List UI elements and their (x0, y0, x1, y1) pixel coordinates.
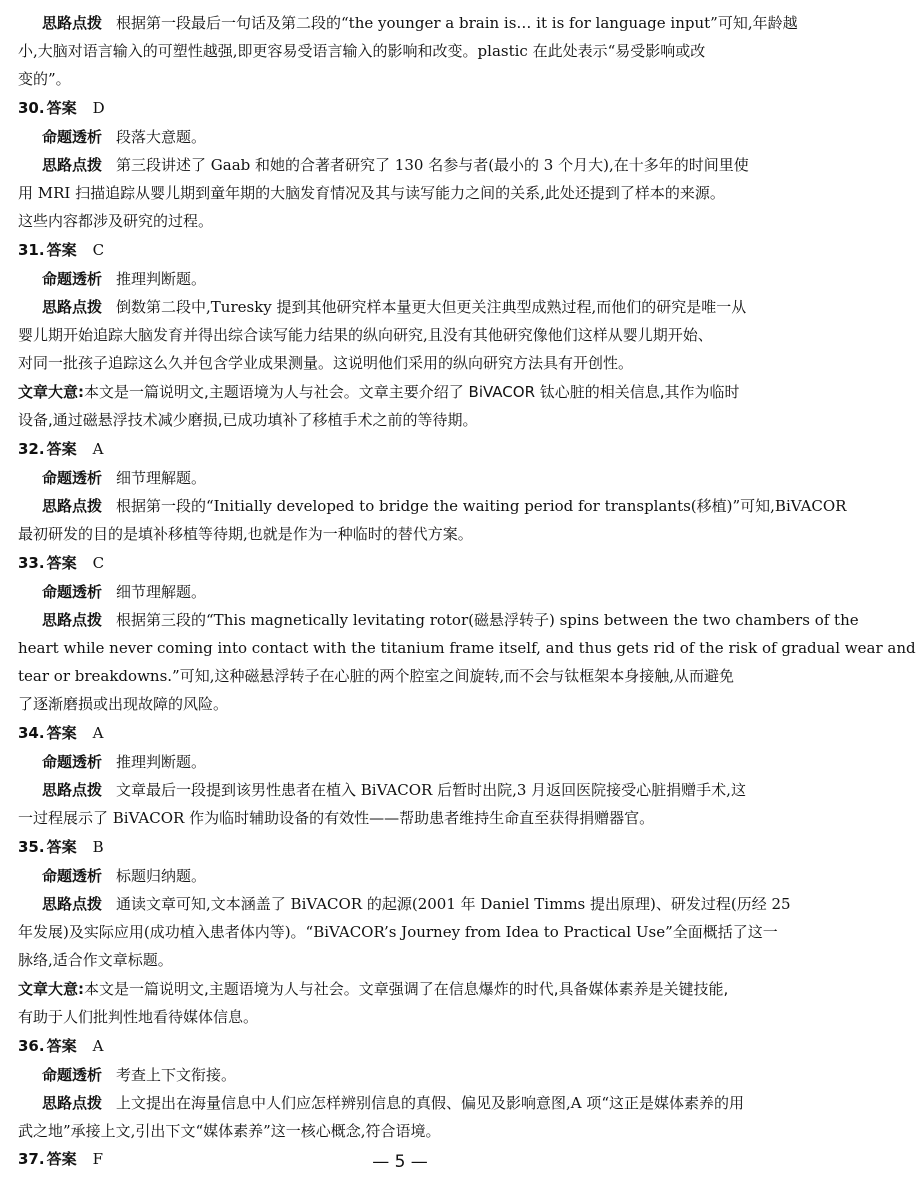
type-label: 命题透析 (42, 867, 103, 885)
question-number: 33. (18, 554, 45, 572)
analysis-text: 武之地”承接上文,引出下文“媒体素养”这一核心概念,符合语境。 (18, 1122, 441, 1140)
summary-label: 文章大意: (18, 383, 84, 401)
type-label: 命题透析 (42, 270, 103, 288)
analysis-row (42, 1090, 786, 1116)
type-row (42, 124, 786, 150)
analysis-label: 思路点拨 (42, 1094, 103, 1112)
analysis-row (42, 607, 859, 633)
analysis-text: 倒数第二段中,Turesky 提到其他研究样本量更大但更关注典型成熟过程,而他们的研究是唯一从 (116, 298, 747, 316)
analysis-text: 一过程展示了 BiVACOR 作为临时辅助设备的有效性——帮助患者维持生命直至获得捐赠器官。 (18, 809, 655, 827)
type-label: 命题透析 (42, 753, 103, 771)
type-text: 段落大意题。 (116, 128, 207, 146)
page-number: — 5 — (372, 1152, 428, 1172)
answer-row-30 (18, 95, 786, 121)
answer-value: A (92, 440, 104, 458)
analysis-text: 用 MRI 扫描追踪从婴儿期到童年期的大脑发育情况及其与读写能力之间的关系,此处还提到了样本的来源。 (18, 184, 725, 202)
analysis-text: 小,大脑对语言输入的可塑性越强,即更容易受语言输入的影响和改变。plastic 在此处表示“易受影响或改 (18, 42, 706, 60)
analysis-text: 对同一批孩子追踪这么久并包含学业成果测量。这说明他们采用的纵向研究方法具有开创性。 (18, 354, 634, 372)
type-row (42, 749, 786, 775)
analysis-text: heart while never coming into contact with the titanium frame itself, and thus gets rid of the risk of gradual wear and (18, 639, 916, 657)
analysis-text: 婴儿期开始追踪大脑发育并得出综合读写能力结果的纵向研究,且没有其他研究像他们这样从婴儿期开始、 (18, 326, 713, 344)
analysis-text: 根据第三段的“This magnetically levitating rotor(磁悬浮转子) spins between the two chambers of the (116, 611, 859, 629)
answer-label: 答案 (46, 554, 77, 572)
analysis-row (42, 891, 791, 917)
type-text: 标题归纳题。 (116, 867, 207, 885)
answer-label: 答案 (46, 99, 77, 117)
type-text: 推理判断题。 (116, 270, 207, 288)
analysis-text: 脉络,适合作文章标题。 (18, 951, 173, 969)
answer-label: 答案 (46, 1150, 77, 1168)
article-summary (18, 976, 786, 1002)
analysis-text: 根据第一段的“Initially developed to bridge the waiting period for transplants(移植)”可知,BiVACOR (116, 497, 847, 515)
type-text: 推理判断题。 (116, 753, 207, 771)
summary-text: 本文是一篇说明文,主题语境为人与社会。文章强调了在信息爆炸的时代,具备媒体素养是关键技能, (84, 980, 729, 998)
answer-value: C (92, 241, 105, 259)
type-text: 细节理解题。 (116, 469, 207, 487)
question-number: 30. (18, 99, 45, 117)
question-number: 34. (18, 724, 45, 742)
question-number: 37. (18, 1150, 45, 1168)
analysis-text: 最初研发的目的是填补移植等待期,也就是作为一种临时的替代方案。 (18, 525, 473, 543)
answer-label: 答案 (46, 241, 77, 259)
question-number: 31. (18, 241, 45, 259)
analysis-text: 变的”。 (18, 70, 71, 88)
type-label: 命题透析 (42, 469, 103, 487)
summary-text: 本文是一篇说明文,主题语境为人与社会。文章主要介绍了 BiVACOR 钛心脏的相关信息,其作为临时 (84, 383, 740, 401)
answer-row-31 (18, 237, 786, 263)
answer-value: F (92, 1150, 104, 1168)
answer-label: 答案 (46, 838, 77, 856)
type-label: 命题透析 (42, 128, 103, 146)
answer-value: B (92, 838, 104, 856)
summary-label: 文章大意: (18, 980, 84, 998)
answer-row-35 (18, 834, 786, 860)
analysis-row (42, 10, 798, 36)
type-text: 考查上下文衔接。 (116, 1066, 237, 1084)
question-number: 32. (18, 440, 45, 458)
analysis-text: 这些内容都涉及研究的过程。 (18, 212, 214, 230)
question-number: 36. (18, 1037, 45, 1055)
analysis-label: 思路点拨 (42, 781, 103, 799)
analysis-text: tear or breakdowns.”可知,这种磁悬浮转子在心脏的两个腔室之间旋转,而不会与钛框架本身接触,从而避免 (18, 667, 735, 685)
analysis-row (42, 777, 786, 803)
type-row (42, 863, 786, 889)
answer-value: A (92, 724, 104, 742)
answer-value: D (92, 99, 105, 117)
analysis-text: 了逐渐磨损或出现故障的风险。 (18, 695, 229, 713)
analysis-label: 思路点拨 (42, 14, 103, 32)
analysis-text: 第三段讲述了 Gaab 和她的合著者研究了 130 名参与者(最小的 3 个月大),在十多年的时间里使 (116, 156, 749, 174)
answer-row-36 (18, 1033, 786, 1059)
analysis-label: 思路点拨 (42, 298, 103, 316)
analysis-label: 思路点拨 (42, 611, 103, 629)
analysis-text: 根据第一段最后一句话及第二段的“the younger a brain is… it is for language input”可知,年龄越 (116, 14, 798, 32)
analysis-row (42, 152, 786, 178)
type-label: 命题透析 (42, 583, 103, 601)
analysis-label: 思路点拨 (42, 156, 103, 174)
answer-label: 答案 (46, 440, 77, 458)
analysis-row (42, 294, 786, 320)
answer-value: A (92, 1037, 104, 1055)
summary-text: 设备,通过磁悬浮技术减少磨损,已成功填补了移植手术之前的等待期。 (18, 411, 478, 429)
article-summary (18, 379, 786, 405)
question-number: 35. (18, 838, 45, 856)
type-row (42, 579, 786, 605)
analysis-text: 年发展)及实际应用(成功植入患者体内等)。“BiVACOR’s Journey from Idea to Practical Use”全面概括了这一 (18, 923, 778, 941)
analysis-text: 文章最后一段提到该男性患者在植入 BiVACOR 后暂时出院,3 月返回医院接受心脏捐赠手术,这 (116, 781, 746, 799)
type-row (42, 1062, 786, 1088)
answer-label: 答案 (46, 1037, 77, 1055)
type-label: 命题透析 (42, 1066, 103, 1084)
analysis-label: 思路点拨 (42, 497, 103, 515)
type-row (42, 465, 786, 491)
type-text: 细节理解题。 (116, 583, 207, 601)
answer-row-32 (18, 436, 786, 462)
answer-value: C (92, 554, 105, 572)
analysis-text: 通读文章可知,文本涵盖了 BiVACOR 的起源(2001 年 Daniel Timms 提出原理)、研发过程(历经 25 (116, 895, 791, 913)
analysis-row (42, 493, 847, 519)
answer-label: 答案 (46, 724, 77, 742)
type-row (42, 266, 786, 292)
analysis-text: 上文提出在海量信息中人们应怎样辨别信息的真假、偏见及影响意图,A 项“这正是媒体素养的用 (116, 1094, 745, 1112)
analysis-label: 思路点拨 (42, 895, 103, 913)
answer-row-34 (18, 720, 786, 746)
summary-text: 有助于人们批判性地看待媒体信息。 (18, 1008, 259, 1026)
answer-row-33 (18, 550, 786, 576)
